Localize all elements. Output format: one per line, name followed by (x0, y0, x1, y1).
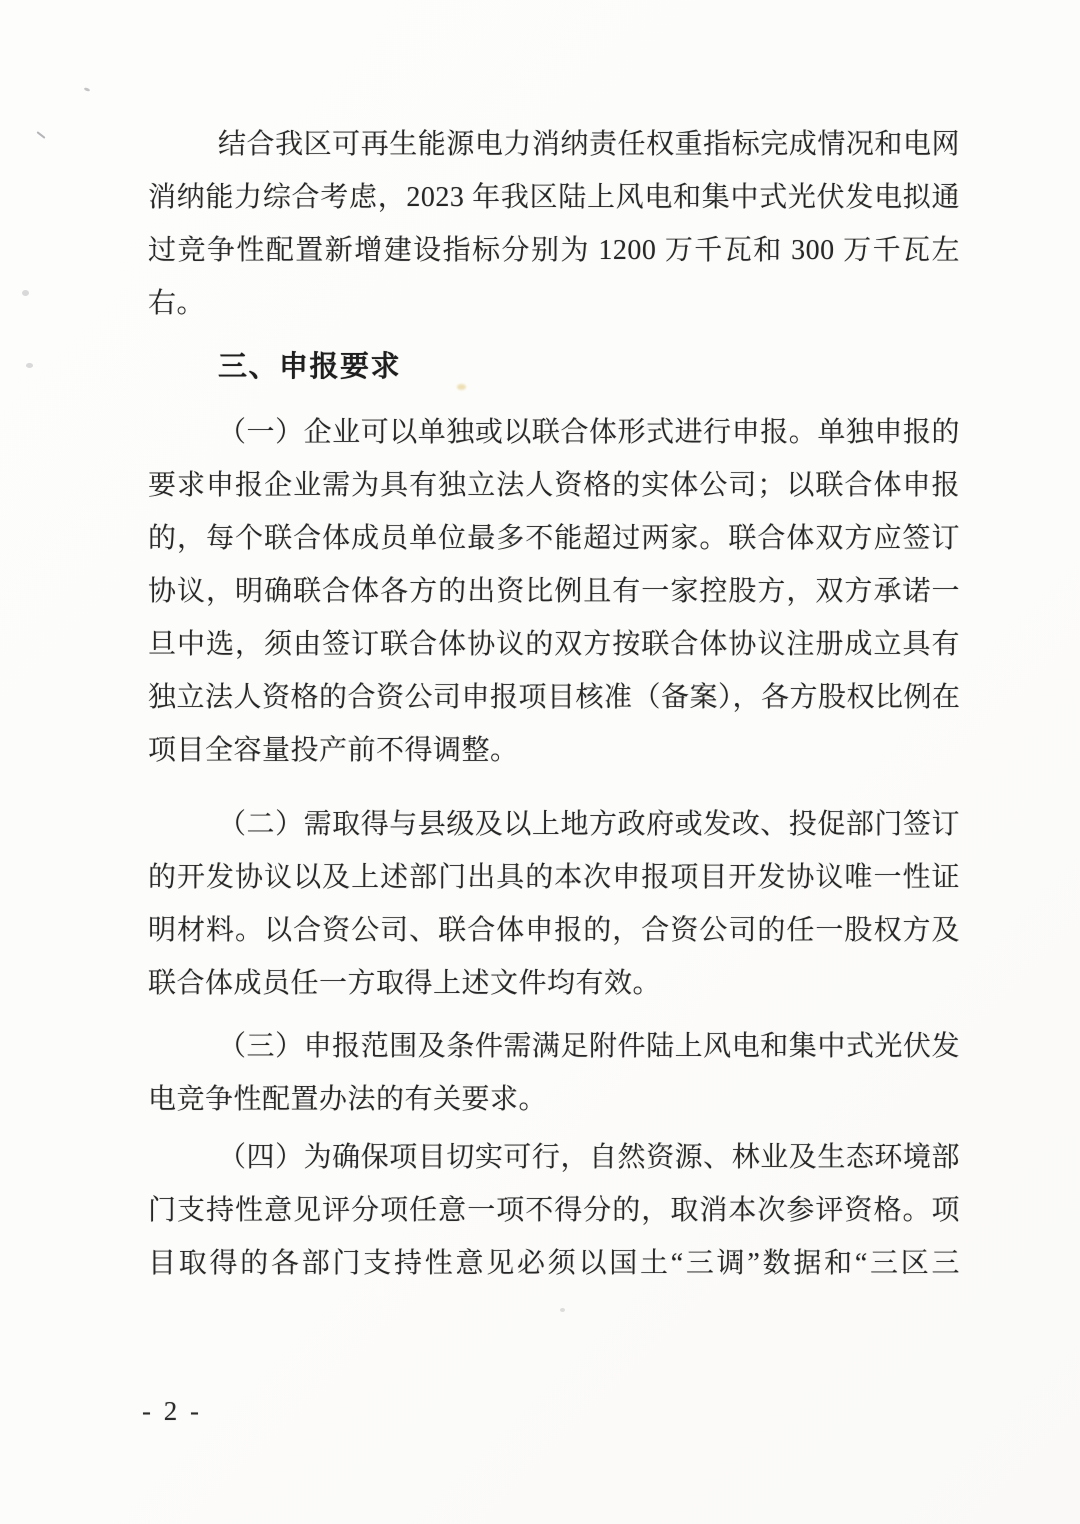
text-line: 旦中选，须由签订联合体协议的双方按联合体协议注册成立具有 (148, 629, 960, 660)
text-line: 明材料。以合资公司、联合体申报的，合资公司的任一股权方及 (148, 915, 960, 946)
scan-artifact (560, 1308, 565, 1312)
section-heading: 三、申报要求 (218, 351, 402, 383)
text-line: 电竞争性配置办法的有关要求。 (148, 1084, 548, 1115)
scan-artifact (36, 131, 45, 139)
page-number: - 2 - (142, 1396, 202, 1426)
text-line: 项目全容量投产前不得调整。 (148, 735, 519, 766)
text-line: 独立法人资格的合资公司申报项目核准（备案），各方股权比例在 (148, 682, 961, 713)
text-line: 过竞争性配置新增建设指标分别为 1200 万千瓦和 300 万千瓦左 (148, 235, 960, 266)
scan-artifact (26, 363, 33, 368)
text-line: 要求申报企业需为具有独立法人资格的实体公司；以联合体申报 (148, 470, 960, 501)
text-line: （二）需取得与县级及以上地方政府或发改、投促部门签订 (218, 809, 960, 840)
text-line: 的，每个联合体成员单位最多不能超过两家。联合体双方应签订 (148, 523, 960, 554)
item-2-paragraph (148, 798, 960, 1010)
scan-artifact (22, 290, 29, 296)
text-line: 门支持性意见评分项任意一项不得分的，取消本次参评资格。项 (148, 1195, 960, 1226)
item-4-paragraph (148, 1131, 960, 1290)
text-line: （四）为确保项目切实可行，自然资源、林业及生态环境部 (218, 1142, 960, 1173)
intro-paragraph (148, 118, 960, 330)
scan-artifact (84, 87, 91, 92)
text-line: （一）企业可以单独或以联合体形式进行申报。单独申报的 (218, 417, 960, 448)
text-line: 协议，明确联合体各方的出资比例且有一家控股方，双方承诺一 (148, 576, 960, 607)
scan-artifact (457, 384, 466, 390)
text-line: 联合体成员任一方取得上述文件均有效。 (148, 968, 662, 999)
text-line: 目取得的各部门支持性意见必须以国土“三调”数据和“三区三 (148, 1248, 960, 1279)
item-3-paragraph (148, 1020, 960, 1126)
text-line: 右。 (148, 288, 206, 319)
text-line: 的开发协议以及上述部门出具的本次申报项目开发协议唯一性证 (148, 862, 960, 893)
text-line: （三）申报范围及条件需满足附件陆上风电和集中式光伏发 (218, 1031, 960, 1062)
text-line: 结合我区可再生能源电力消纳责任权重指标完成情况和电网 (218, 129, 960, 160)
item-1-paragraph (148, 406, 960, 777)
text-line: 消纳能力综合考虑，2023 年我区陆上风电和集中式光伏发电拟通 (148, 182, 960, 213)
document-content (148, 118, 960, 1290)
